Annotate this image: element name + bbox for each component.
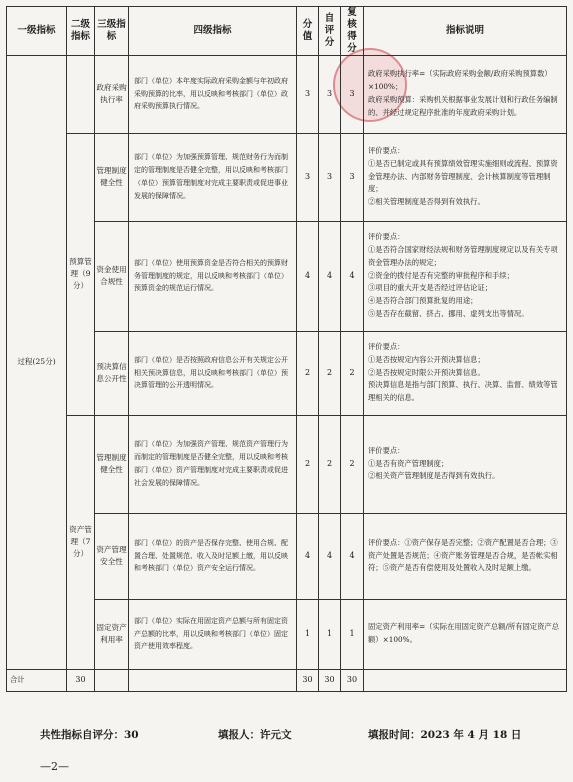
level4-cell: 部门（单位）的资产是否保存完整、使用合规、配置合理、处置规范、收入及时足额上缴，用以反映和考核部门（单位）资产安全运行情况。 [129,513,297,599]
header-level2: 二级指标 [67,7,95,56]
level3-cell: 管理制度健全性 [95,133,129,221]
explanation-cell: 评价要点： ①是否符合国家财经法规和财务管理制度规定以及有关专项资金管理办法的规定； ②资金的拨付是否有完整的审批程序和手续； ③项目的重大开支是否经过评估论证； ④是否符合部门预算批复的用途； ⑤是否存在截留、挤占、挪用、虚列支出等情况。 [364,221,567,331]
self-score-cell: 4 [319,513,341,599]
self-score-cell: 3 [319,133,341,221]
header-level3: 三级指标 [95,7,129,56]
score-cell: 4 [297,221,319,331]
level4-cell: 部门（单位）本年度实际政府采购金额与年初政府采购预算的比率，用以反映和考核部门（单位）政府采购预算执行情况。 [129,55,297,133]
self-score-cell: 4 [319,221,341,331]
review-score-cell: 2 [341,415,364,513]
self-score-cell: 2 [319,415,341,513]
level3-cell: 管理制度健全性 [95,415,129,513]
explanation-cell: 评价要点：①资产保存是否完整；②资产配置是否合理；③资产处置是否规范；④资产账务管理是否合规，是否帐实相符；⑤资产是否有偿使用及处置收入及时足额上缴。 [364,513,567,599]
total-empty-level4 [129,669,297,691]
explanation-cell: 评价要点： ①是否有资产管理制度； ②相关资产管理制度是否得到有效执行。 [364,415,567,513]
level4-cell: 部门（单位）为加强资产管理、规范资产管理行为而制定的管理制度是否健全完整，用以反映和考核部门（单位）资产管理制度对完成主要职责或促进社会发展的保障情况。 [129,415,297,513]
level3-cell: 资金使用合规性 [95,221,129,331]
level3-cell: 预决算信息公开性 [95,331,129,415]
header-review-score: 复核得分 [341,7,364,56]
table-row [7,133,567,221]
level3-cell: 资产管理安全性 [95,513,129,599]
table-row [7,55,567,133]
page-number: —2— [40,760,69,773]
level3-cell: 固定资产利用率 [95,599,129,669]
header-score: 分值 [297,7,319,56]
header-self-score: 自评分 [319,7,341,56]
self-score-cell: 3 [319,55,341,133]
header-level4: 四级指标 [129,7,297,56]
level2-cell: 资产管理（7分） [67,415,95,669]
level1-cell: 过程(25分) [7,55,67,669]
score-cell: 3 [297,55,319,133]
level2-cell: 预算管理（9分） [67,133,95,415]
score-cell: 2 [297,415,319,513]
total-review-score: 30 [341,669,364,691]
filler-name: 填报人：许元文 [218,729,292,741]
review-score-cell: 1 [341,599,364,669]
score-cell: 3 [297,133,319,221]
total-empty-level3 [95,669,129,691]
level4-cell: 部门（单位）为加强预算管理、规范财务行为而制定的管理制度是否健全完整，用以反映和考核部门（单位）预算管理制度对完成主要职责或促进事业发展的保障情况。 [129,133,297,221]
self-score-cell: 1 [319,599,341,669]
review-score-cell: 3 [341,55,364,133]
level4-cell: 部门（单位）实际在用固定资产总额与所有固定资产总额的比率，用以反映和考核部门（单位）固定资产使用效率程度。 [129,599,297,669]
self-score-total: 共性指标自评分：30 [40,729,139,741]
score-cell: 2 [297,331,319,415]
total-empty-explanation [364,669,567,691]
indicator-table [6,6,567,692]
header-row [7,7,567,56]
total-row [7,669,567,691]
table-row [7,415,567,513]
score-cell: 4 [297,513,319,599]
level4-cell: 部门（单位）使用预算资金是否符合相关的预算财务管理制度的规定，用以反映和考核部门（单位）预算资金的规范运行情况。 [129,221,297,331]
header-explanation: 指标说明 [364,7,567,56]
level3-cell: 政府采购执行率 [95,55,129,133]
total-label: 合计 [7,669,67,691]
header-level1: 一级指标 [7,7,67,56]
explanation-cell: 政府采购执行率=（实际政府采购金额/政府采购预算数）×100%； 政府采购预算：采购机关根据事业发展计划和行政任务编制的、并经过规定程序批准的年度政府采购计划。 [364,55,567,133]
level4-cell: 部门（单位）是否按照政府信息公开有关规定公开相关预决算信息，用以反映和考核部门（单位）预决算管理的公开透明情况。 [129,331,297,415]
self-score-cell: 2 [319,331,341,415]
total-level2: 30 [67,669,95,691]
review-score-cell: 2 [341,331,364,415]
explanation-cell: 评价要点： ①是否按规定内容公开预决算信息； ②是否按规定时限公开预决算信息。 预决算信息是指与部门预算、执行、决算、监督、绩效等管理相关的信息。 [364,331,567,415]
level2-cell-empty [67,55,95,133]
review-score-cell: 3 [341,133,364,221]
total-score: 30 [297,669,319,691]
explanation-cell: 固定资产利用率=（实际在用固定资产总额/所有固定资产总额）×100%。 [364,599,567,669]
review-score-cell: 4 [341,513,364,599]
total-self-score: 30 [319,669,341,691]
explanation-cell: 评价要点： ①是否已制定或具有预算绩效管理实施细则或流程、预算资金管理办法、内部财务管理制度、会计核算制度等管理制度； ②相关管理制度是否得到有效执行。 [364,133,567,221]
fill-date: 填报时间：2023 年 4 月 18 日 [368,729,522,741]
review-score-cell: 4 [341,221,364,331]
score-cell: 1 [297,599,319,669]
